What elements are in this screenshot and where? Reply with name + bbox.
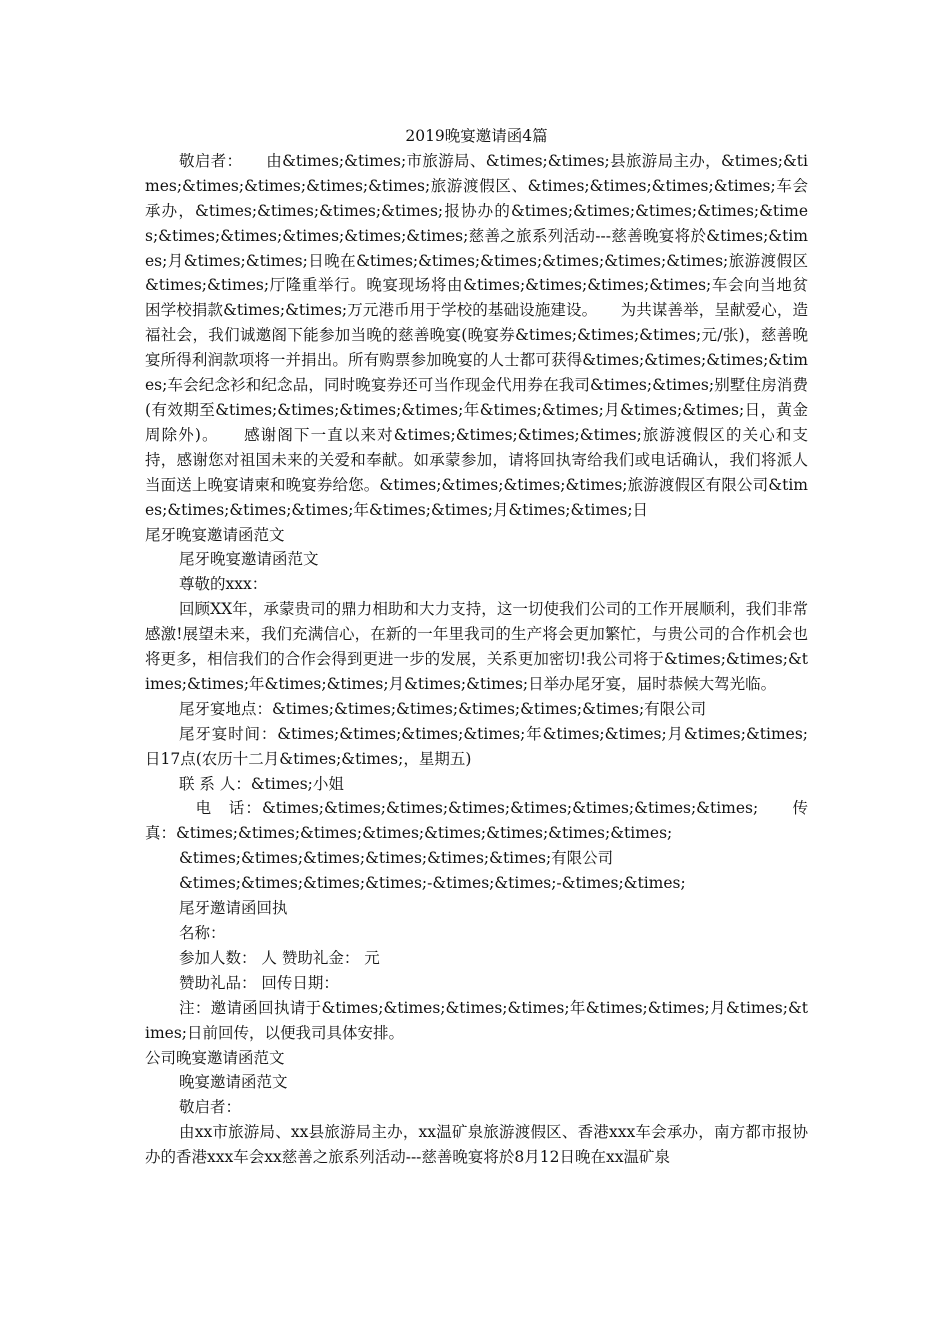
phone-fax-line: 电 话：&times;&times;&times;&times;&times;&times;&times;&times; 传 真：&times;&times;&times;&times;&times;&times;&times;&times; <box>145 799 824 843</box>
salutation: 尊敬的xxx： <box>179 575 268 594</box>
reply-count-field: 参加人数： 人 赞助礼金： 元 <box>179 948 380 967</box>
document-page <box>145 124 824 1170</box>
reply-name-field: 名称： <box>179 924 226 942</box>
body-paragraph-company: 由xx市旅游局、xx县旅游局主办，xx温矿泉旅游渡假区、香港xxx车会承办，南方都市报协办的香港xxx车会xx慈善之旅系列活动---慈善晚宴将於8月12日晚在xx温矿泉 <box>145 1123 808 1167</box>
section-heading-company: 公司晚宴邀请函范文 <box>145 1048 285 1067</box>
location-line: 尾牙宴地点：&times;&times;&times;&times;&times;&times;有限公司 <box>179 699 707 718</box>
document-title: 2019晚宴邀请函4篇 <box>405 127 548 145</box>
invitation-paragraph-1: 敬启者： 由&times;&times;市旅游局、&times;&times;县旅游局主办，&times;&times;&times;&times;&times;&times;旅游渡假区、&times;&times;&times;&times;车会承办，&times;&times;&times;&times;报协办的&times;&times;&times;&times;&times;&times;&times;&times;&times;&times;慈善之旅系列活动---慈善晚宴将於&times;&times;月&times;&times;日晚在&times;&times;&times;&times;&times;&times;旅游渡假区&times;&times;厅隆重举行。晚宴现场将由&times;&times;&times;&times;车会向当地贫困学校捐款&times;&times;万元港币用于学校的基础设施建设。 为共谋善举，呈献爱心，造福社会，我们诚邀阁下能参加当晚的慈善晚宴(晚宴券&times;&times;&times;元/张)，慈善晚宴所得利润款项将一并捐出。所有购票参加晚宴的人士都可获得&times;&times;&times;&times;车会纪念衫和纪念品，同时晚宴券还可当作现金代用券在我司&times;&times;别墅住房消费(有效期至&times;&times;&times;&times;年&times;&times;月&times;&times;日，黄金周除外)。 感谢阁下一直以来对&times;&times;&times;&times;旅游渡假区的关心和支持，感谢您对祖国未来的关爱和奉献。如承蒙参加，请将回执寄给我们或电话确认，我们将派人当面送上晚宴请柬和晚宴券给您。&times;&times;&times;&times;旅游渡假区有限公司&times;&times;&times;&times;年&times;&times;月&times;&times;日 <box>145 151 808 519</box>
company-line: &times;&times;&times;&times;&times;&times;有限公司 <box>179 849 614 868</box>
section-heading-weiya: 尾牙晚宴邀请函范文 <box>145 525 285 544</box>
salutation-company: 敬启者： <box>179 1098 242 1117</box>
reply-title: 尾牙邀请函回执 <box>179 899 288 918</box>
section-subheading-weiya: 尾牙晚宴邀请函范文 <box>179 550 319 569</box>
date-line: &times;&times;&times;&times;-&times;&times;-&times;&times; <box>179 874 686 893</box>
time-line: 尾牙宴时间：&times;&times;&times;&times;年&times;&times;月&times;&times;日17点(农历十二月&times;&times;，星期五) <box>145 724 808 768</box>
contact-line: 联 系 人：&times;小姐 <box>179 774 344 793</box>
reply-note: 注：邀请函回执请于&times;&times;&times;&times;年&times;&times;月&times;&times;日前回传，以便我司具体安排。 <box>145 998 808 1042</box>
reply-gift-field: 赞助礼品： 回传日期： <box>179 973 339 992</box>
section-subheading-company: 晚宴邀请函范文 <box>179 1073 288 1092</box>
body-paragraph: 回顾XX年，承蒙贵司的鼎力相助和大力支持，这一切使我们公司的工作开展顺利，我们非常感激!展望未来，我们充满信心，在新的一年里我司的生产将会更加繁忙，与贵公司的合作机会也将更多，相信我们的合作会得到更进一步的发展，关系更加密切!我公司将于&times;&times;&times;&times;年&times;&times;月&times;&times;日举办尾牙宴，届时恭候大驾光临。 <box>145 600 808 693</box>
